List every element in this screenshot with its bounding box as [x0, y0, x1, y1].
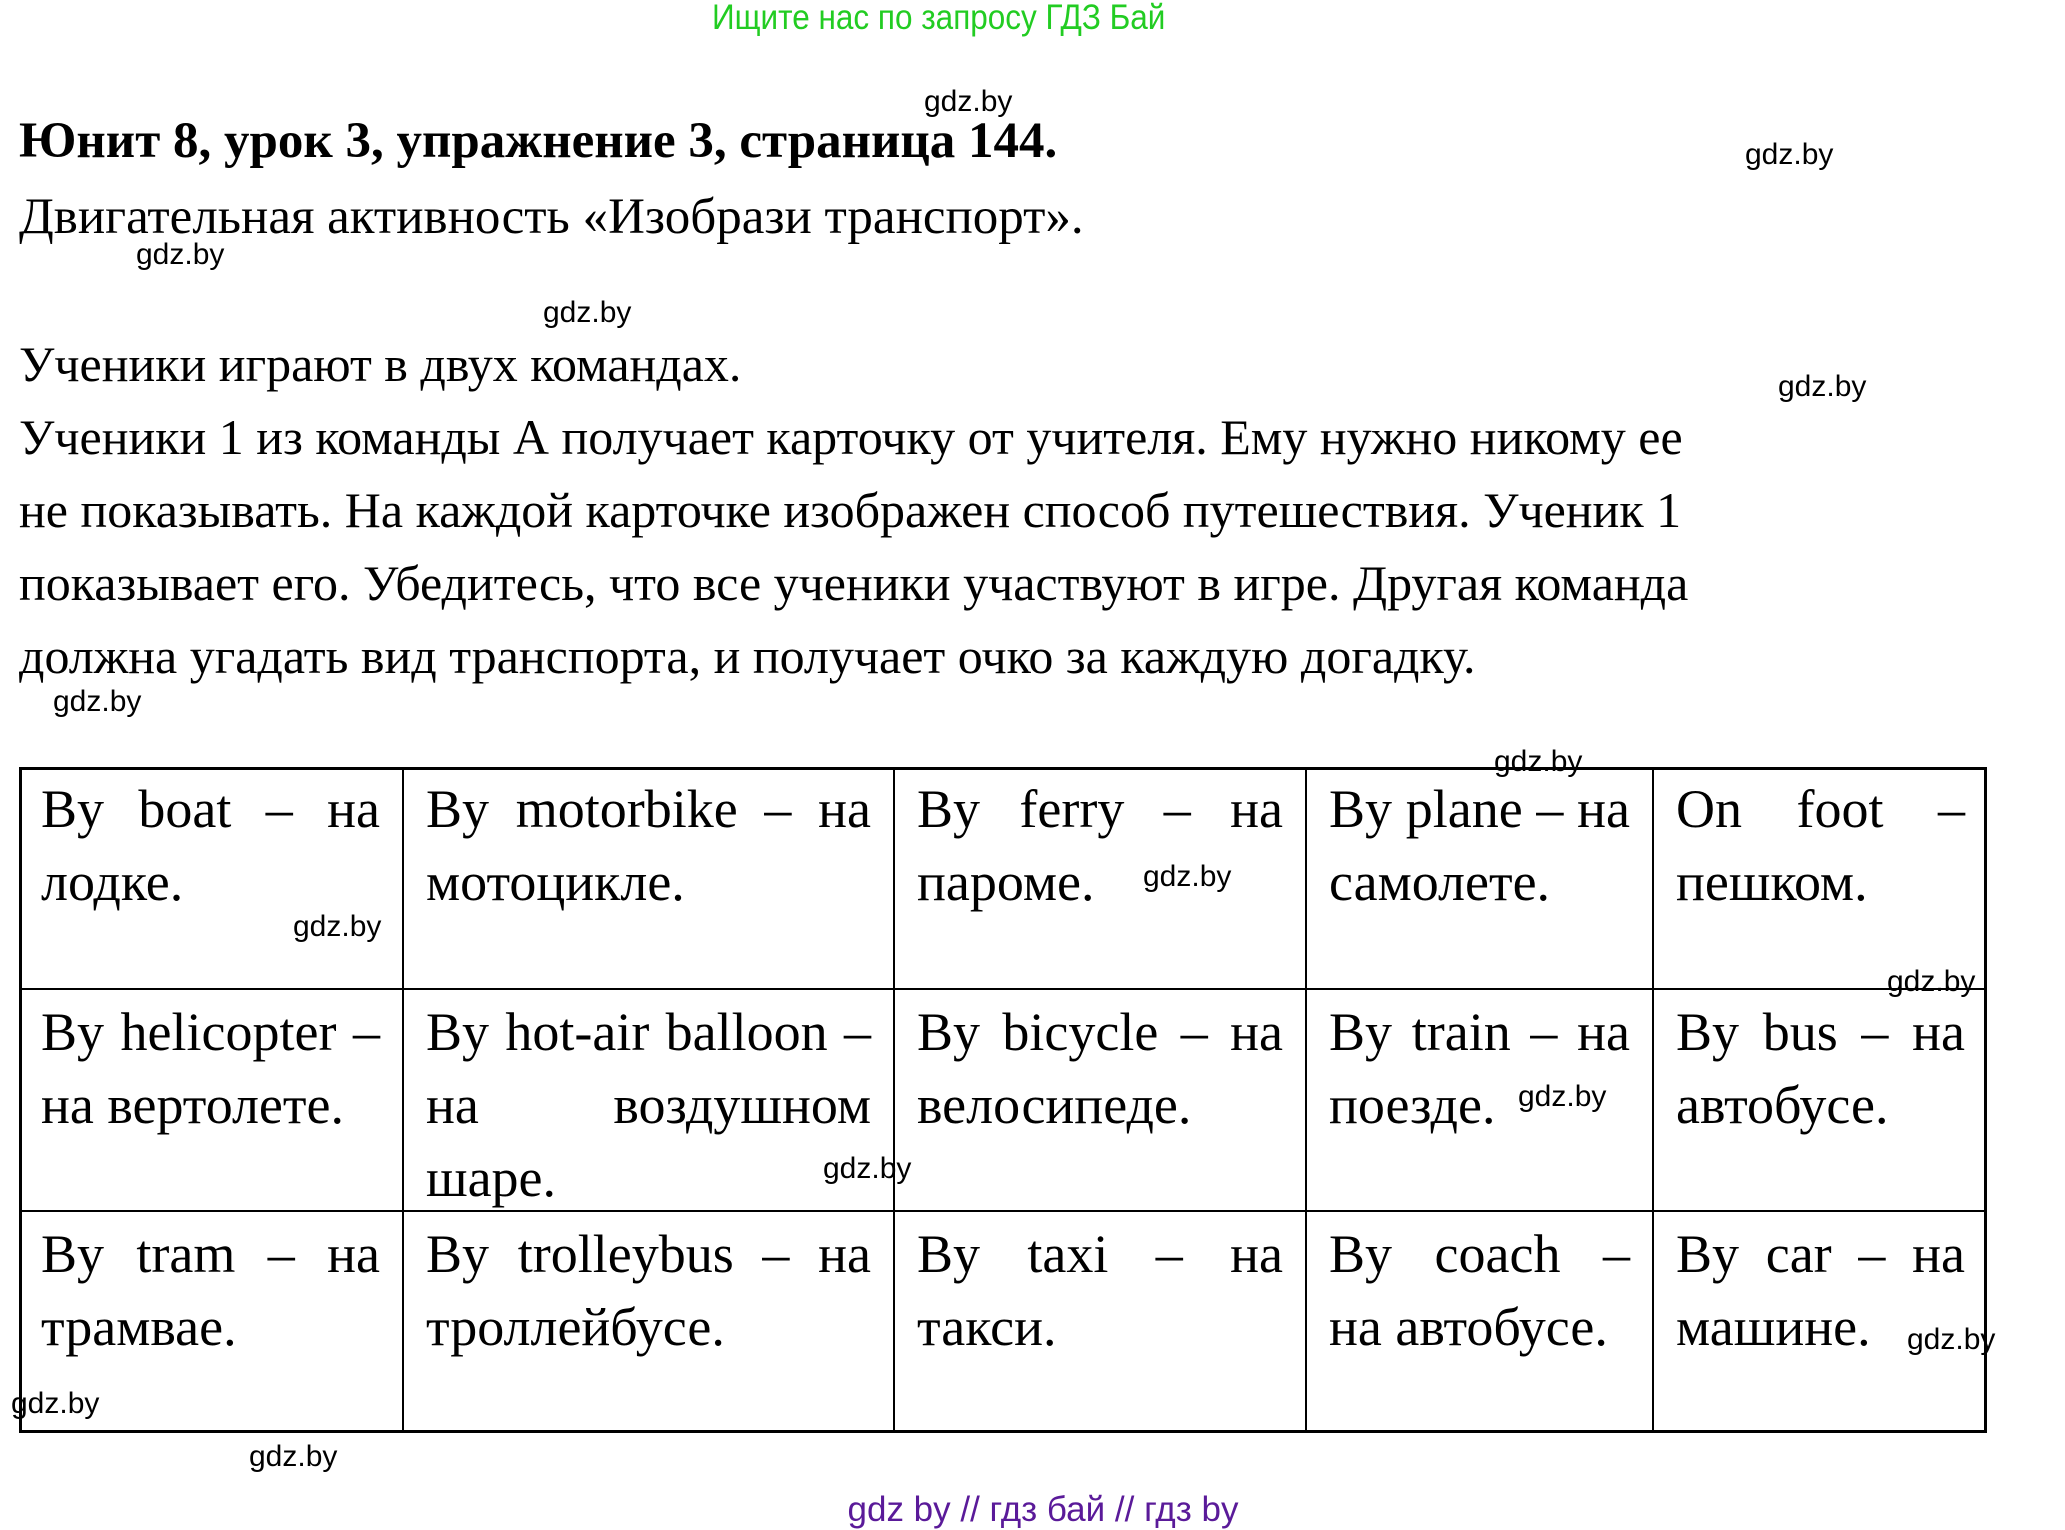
watermark-text: gdz.by	[1887, 965, 1976, 998]
page-subtitle: Двигательная активность «Изобрази транспорт».	[19, 189, 1084, 245]
paragraph-line: Ученики играют в двух командах.	[19, 336, 742, 392]
table-cell: By boat – на лодке.	[19, 767, 404, 990]
watermark-text: gdz.by	[1143, 860, 1232, 893]
table-cell: By train – на поезде.	[1307, 990, 1654, 1212]
table-cell: By car – на машине.	[1676, 1224, 1965, 1357]
watermark-text: gdz.by	[823, 1152, 912, 1185]
paragraph-line: не показывать. На каждой карточке изображен способ путешествия. Ученик 1	[19, 482, 1682, 538]
watermark-text: gdz.by	[53, 685, 142, 718]
paragraph-line: должна угадать вид транспорта, и получает очко за каждую догадку.	[19, 628, 1476, 684]
table-cell: By taxi – на такси.	[895, 1212, 1307, 1433]
watermark-text: gdz.by	[924, 85, 1013, 118]
table-cell: By bus – на автобусе.	[1654, 990, 1987, 1212]
watermark-text: gdz.by	[136, 238, 225, 271]
table-cell: By ferry – на пароме.	[895, 767, 1307, 990]
watermark-text: gdz.by	[1907, 1323, 1996, 1356]
table-cell: By plane – на самолете.	[1307, 767, 1654, 990]
table-cell: By coach – на автобусе.	[1307, 1212, 1654, 1433]
transport-table	[19, 767, 1987, 1433]
watermark-text: gdz.by	[1494, 745, 1583, 778]
search-hint-banner: Ищите нас по запросу ГДЗ Бай	[711, 0, 1166, 37]
paragraph-line: показывает его. Убедитесь, что все ученики участвуют в игре. Другая команда	[19, 555, 1689, 611]
watermark-text: gdz.by	[249, 1440, 338, 1473]
table-cell: By bicycle – на велосипеде.	[895, 990, 1307, 1212]
table-cell: By tram – на трамвае.	[19, 1212, 404, 1433]
table-cell: By helicopter – на вертолете.	[19, 990, 404, 1212]
table-cell: On foot – пешком.	[1654, 767, 1987, 990]
page-title: Юнит 8, урок 3, упражнение 3, страница 144.	[19, 113, 1058, 169]
footer-links: gdz by // гдз бай // гдз by	[847, 1490, 1239, 1529]
paragraph-line: Ученики 1 из команды А получает карточку от учителя. Ему нужно никому ее	[19, 409, 1683, 465]
table-cell: By motorbike – на мотоцикле.	[404, 767, 895, 990]
watermark-text: gdz.by	[293, 910, 382, 943]
watermark-text: gdz.by	[1745, 138, 1834, 171]
watermark-text: gdz.by	[543, 296, 632, 329]
table-cell: By trolleybus – на троллейбусе.	[404, 1212, 895, 1433]
watermark-text: gdz.by	[1518, 1080, 1607, 1113]
table-cell: By hot-air balloon – на воздушном шаре.	[404, 990, 895, 1212]
watermark-text: gdz.by	[11, 1387, 100, 1420]
watermark-text: gdz.by	[1778, 370, 1867, 403]
